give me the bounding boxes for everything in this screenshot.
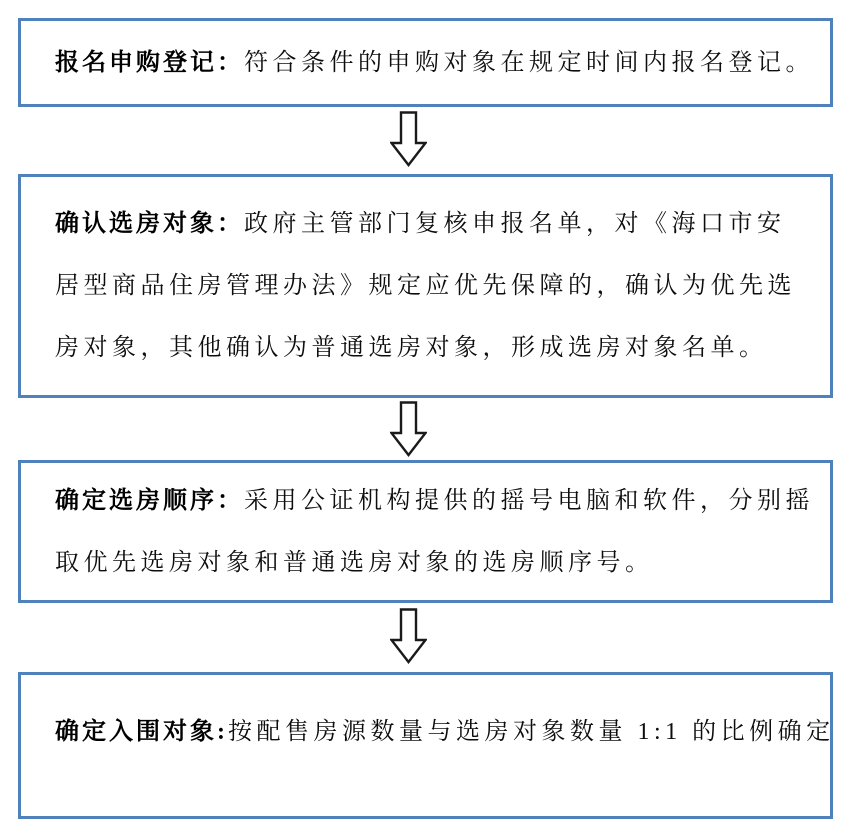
down-arrow-icon — [390, 608, 427, 664]
flow-step-2 — [18, 174, 833, 398]
flow-step-4-text: 按配售房源数量与选房对象数量 1:1 的比例确定 — [228, 719, 835, 745]
flow-step-4 — [18, 672, 833, 819]
flow-step-4-line-1 — [55, 701, 835, 763]
flow-step-2-line-3: 房对象，其他确认为普通选房对象，形成选房对象名单。 — [55, 335, 768, 361]
flow-step-3-line-1 — [55, 470, 814, 532]
down-arrow-icon — [390, 401, 427, 457]
down-arrow-icon — [390, 111, 427, 167]
flow-step-3-line-2: 取优先选房对象和普通选房对象的选房顺序号。 — [55, 549, 654, 576]
flow-step-1-text: 符合条件的申购对象在规定时间内报名登记。 — [244, 49, 814, 76]
flow-step-3-label: 确定选房顺序： — [55, 487, 244, 514]
flow-step-1 — [18, 18, 833, 107]
flow-step-3-text-1: 采用公证机构提供的摇号电脑和软件，分别摇 — [244, 487, 814, 514]
flow-step-3 — [18, 460, 833, 603]
flow-step-2-text-1: 政府主管部门复核申报名单，对《海口市安 — [244, 211, 786, 237]
flow-step-1-line-1 — [55, 32, 814, 94]
flow-step-1-label: 报名申购登记： — [55, 49, 244, 76]
flow-step-2-line-1 — [55, 193, 796, 255]
flow-step-2-label: 确认选房对象： — [55, 211, 244, 237]
flow-step-2-line-2: 居型商品住房管理办法》规定应优先保障的，确认为优先选 — [55, 273, 796, 299]
flow-step-4-label: 确定入围对象: — [55, 719, 228, 745]
